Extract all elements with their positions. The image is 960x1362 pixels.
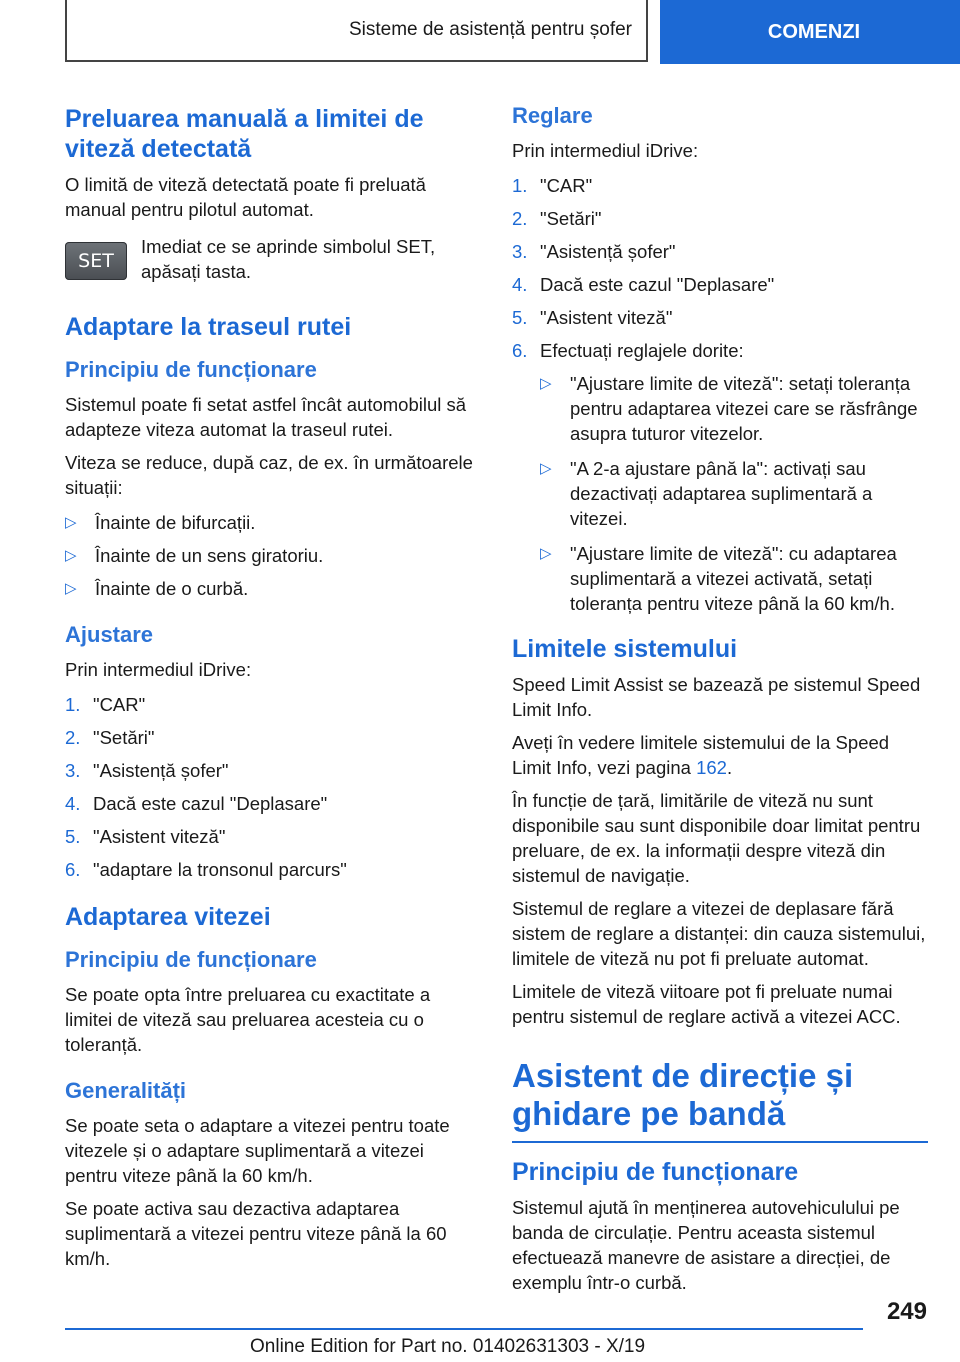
principle3-heading: Principiu de funcționare [512, 1158, 799, 1186]
list-item: 3. "Asistență șofer" [65, 760, 229, 781]
setting-steps [512, 173, 928, 363]
list-item: 6. Efectuați reglajele dorite: [512, 340, 744, 361]
chapter-tab[interactable]: COMENZI [660, 0, 960, 64]
general-text-2: Se poate activa sau dezactiva adaptarea suplimentară a vitezei pentru viteze până la 60 km/h. [65, 1198, 447, 1269]
limits-text-4: Sistemul de reglare a vitezei de deplasare fără sistem de reglare a distanței: din cauza sistemului, limitele de viteză nu pot fi preluate automat. [512, 898, 926, 969]
triangle-bullet-icon: ▷ [540, 545, 552, 562]
list-item: ▷ Înainte de bifurcații. [65, 512, 256, 533]
adjust-heading: Ajustare [65, 622, 154, 647]
general-text-1: Se poate seta o adaptare a vitezei pentru toate vitezele și o adaptare suplimentară a vitezei pentru viteze până la 60 km/h. [65, 1115, 450, 1186]
list-item: 6. "adaptare la tronsonul parcurs" [65, 859, 347, 880]
set-instruction-text: Imediat ce se aprinde simbolul SET, apăsați tasta. [141, 236, 436, 282]
limits-text-5: Limitele de viteză viitoare pot fi preluate numai pentru sistemul de reglare activă a vitezei ACC. [512, 981, 901, 1027]
setting-heading: Reglare [512, 103, 593, 128]
list-item: 4. Dacă este cazul "Deplasare" [512, 274, 775, 295]
list-item: ▷ Înainte de o curbă. [65, 578, 249, 599]
setting-text: Prin intermediul iDrive: [512, 140, 699, 161]
principle2-heading: Principiu de funcționare [65, 947, 317, 972]
adjust-text: Prin intermediul iDrive: [65, 659, 252, 680]
triangle-bullet-icon: ▷ [65, 547, 77, 564]
page-number: 249 [886, 1298, 927, 1325]
situations-list [65, 510, 477, 601]
lane-text: Sistemul ajută în menținerea autovehiculului pe banda de circulație. Pentru aceasta sistemul efectuează manevre de asistare a direcției, de exemplu într-o curbă. [512, 1197, 900, 1293]
general-heading: Generalități [65, 1078, 187, 1103]
set-instruction [65, 234, 477, 284]
list-item: ▷ "Ajustare limite de viteză": setați toleranța pentru adaptarea vitezei care se răsfrânge asupra tuturor vitezelor. [540, 373, 918, 444]
list-item: ▷ "Ajustare limite de viteză": cu adaptarea suplimentară a vitezei activată, setați toleranța pentru viteze până la 60 km/h. [540, 543, 897, 614]
list-item: 1. "CAR" [512, 175, 593, 196]
list-item: 2. "Setări" [512, 208, 602, 229]
principle-heading: Principiu de funcționare [65, 357, 317, 382]
adjust-steps [65, 692, 477, 882]
right-column [512, 100, 928, 1295]
limits-heading: Limitele sistemului [512, 635, 738, 663]
speed-adaptation-heading: Adaptarea vitezei [65, 903, 271, 931]
list-item: 4. Dacă este cazul "Deplasare" [65, 793, 328, 814]
triangle-bullet-icon: ▷ [65, 580, 77, 597]
set-button-icon: SET [65, 242, 127, 280]
page-link[interactable]: 162 [696, 757, 727, 778]
manual-takeover-text: O limită de viteză detectată poate fi preluată manual pentru pilotul automat. [65, 174, 426, 220]
footer-edition: Online Edition for Part no. 01402631303 - X/19 [250, 1336, 646, 1357]
list-item: ▷ "A 2-a ajustare până la": activați sau dezactivați adaptarea suplimentară a vitezei. [540, 458, 873, 529]
setting-options-list [540, 371, 928, 616]
chapter-heading: Asistent de direcție și ghidare pe bandă [512, 1057, 854, 1132]
limits-text-1: Speed Limit Assist se bazează pe sistemul Speed Limit Info. [512, 674, 921, 720]
route-text-2: Viteza se reduce, după caz, de ex. în următoarele situații: [65, 452, 473, 498]
manual-takeover-heading: Preluarea manuală a limitei de viteză detectată [65, 105, 424, 163]
chapter-divider [512, 1141, 928, 1143]
speed-text: Se poate opta între preluarea cu exactitate a limitei de viteză sau preluarea acesteia cu o toleranță. [65, 984, 431, 1055]
route-adaptation-heading: Adaptare la traseul rutei [65, 313, 352, 341]
triangle-bullet-icon: ▷ [65, 514, 77, 531]
footer-divider [65, 1328, 863, 1330]
page-header [0, 0, 960, 66]
triangle-bullet-icon: ▷ [540, 460, 552, 477]
limits-text-2: Aveți în vedere limitele sistemului de la Speed Limit Info, vezi pagina 162. [512, 732, 890, 778]
triangle-bullet-icon: ▷ [540, 375, 552, 392]
list-item: 2. "Setări" [65, 727, 155, 748]
list-item: ▷ Înainte de un sens giratoriu. [65, 545, 324, 566]
list-item: 1. "CAR" [65, 694, 146, 715]
section-title: Sisteme de asistență pentru șofer [65, 0, 648, 62]
list-item: 3. "Asistență șofer" [512, 241, 676, 262]
limits-text-3: În funcție de țară, limitările de viteză nu sunt disponibile sau sunt disponibile doar limitat pentru preluare, de ex. la informații despre viteză din sistemul de navigație. [512, 790, 921, 886]
list-item: 5. "Asistent viteză" [65, 826, 226, 847]
list-item: 5. "Asistent viteză" [512, 307, 673, 328]
route-text-1: Sistemul poate fi setat astfel încât automobilul să adapteze viteza automat la traseul rutei. [65, 394, 467, 440]
left-column [65, 100, 477, 1271]
